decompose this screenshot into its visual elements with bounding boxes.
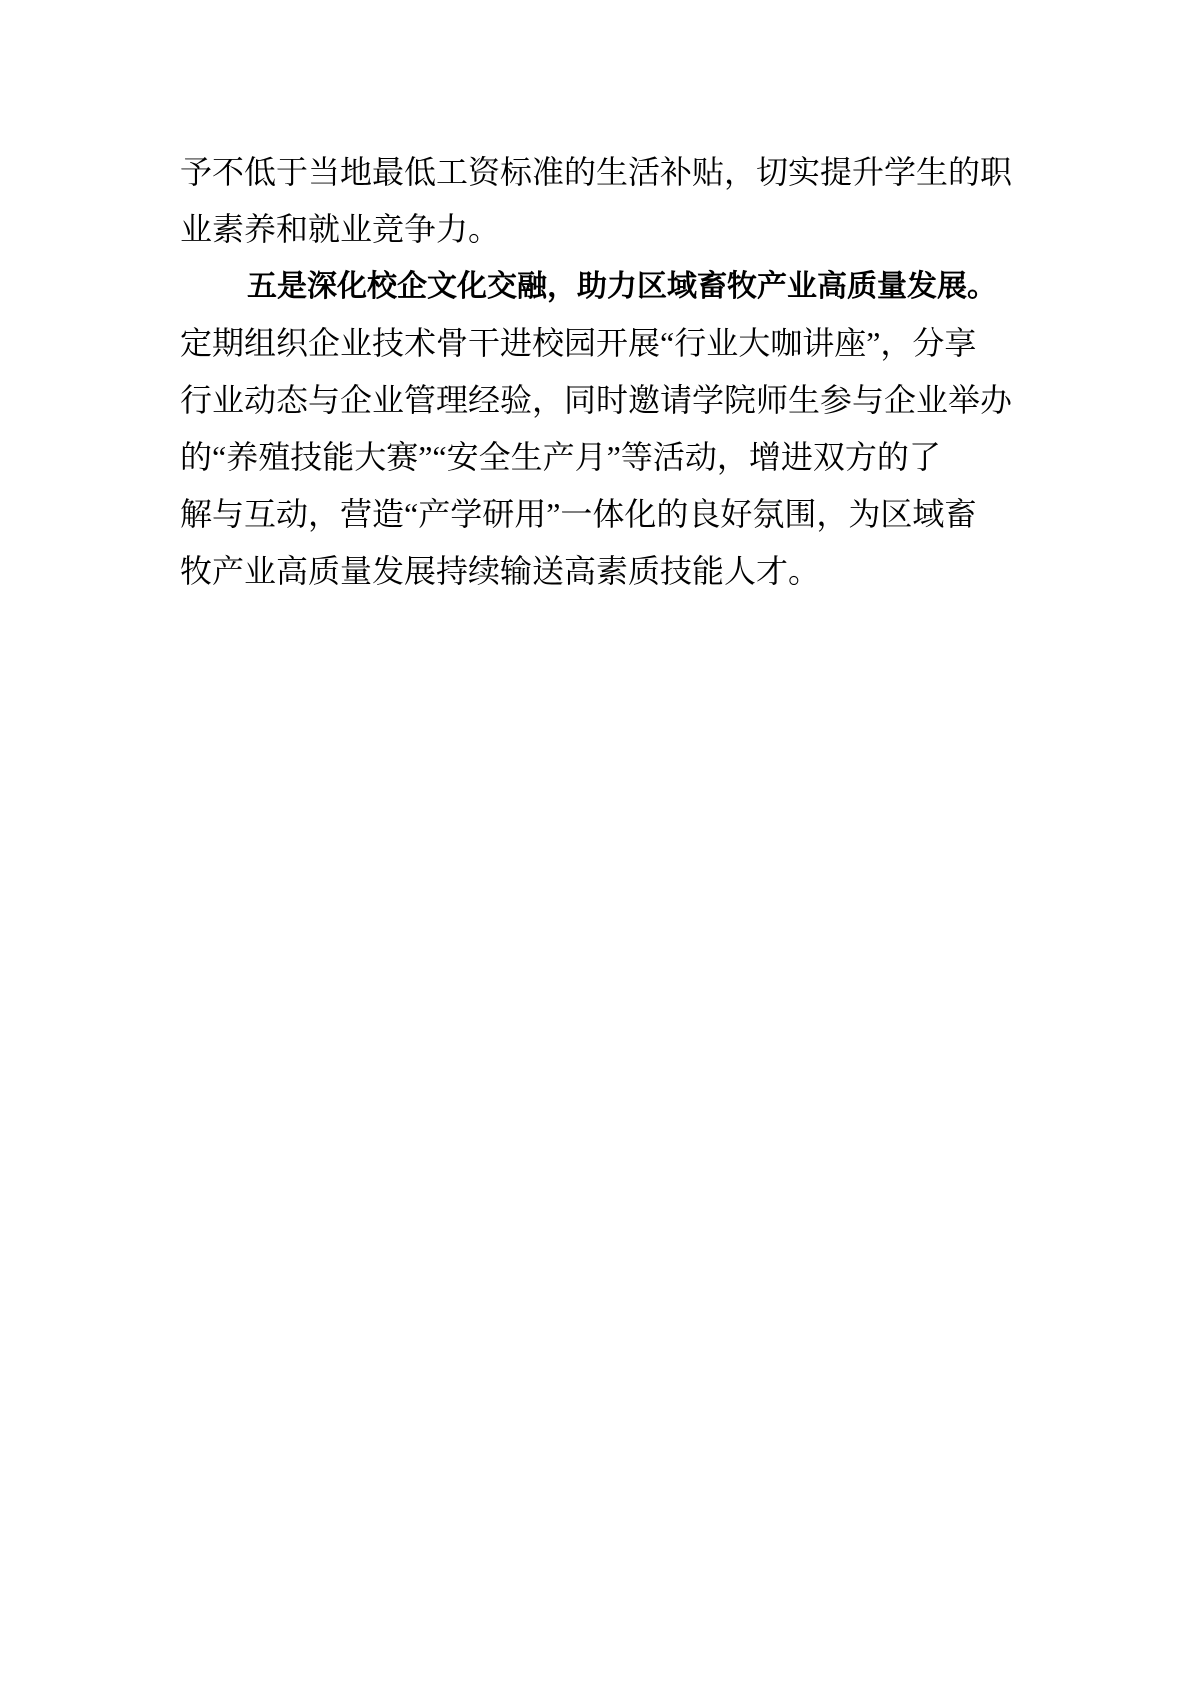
text-line-4: 定期组织企业技术骨干进校园开展“行业大咖讲座”，分享 [180, 325, 977, 361]
document-body [180, 144, 1012, 600]
text-line-2: 业素养和就业竞争力。 [180, 211, 501, 247]
text-line-6: 的“养殖技能大赛”“安全生产月”等活动，增进双方的了 [180, 439, 941, 475]
text-line-1: 予不低于当地最低工资标准的生活补贴，切实提升学生的职 [180, 154, 1013, 190]
text-line-5: 行业动态与企业管理经验，同时邀请学院师生参与企业举办 [180, 382, 1013, 418]
text-line-3-bold-heading: 五是深化校企文化交融，助力区域畜牧产业高质量发展。 [247, 270, 997, 303]
text-line-7: 解与互动，营造“产学研用”一体化的良好氛围，为区域畜 [180, 496, 977, 532]
text-line-8: 牧产业高质量发展持续输送高素质技能人才。 [180, 553, 821, 589]
